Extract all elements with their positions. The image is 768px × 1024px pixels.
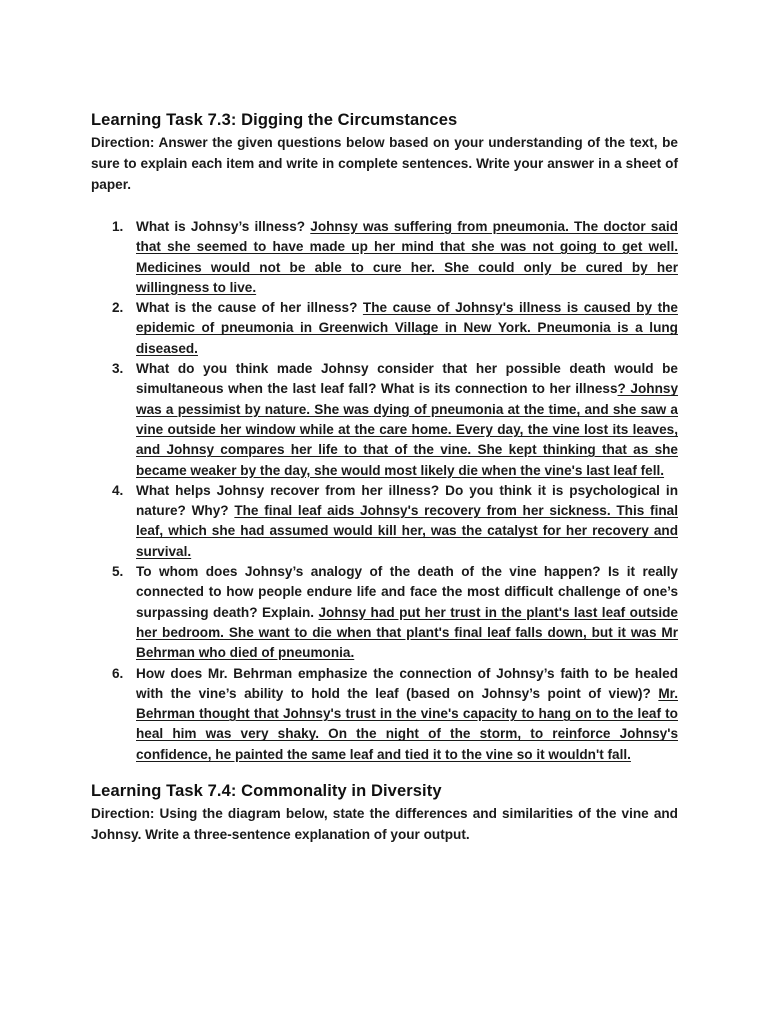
document-page [91, 108, 678, 845]
question-item-3 [91, 359, 678, 481]
question-item-2 [91, 298, 678, 359]
task-7-4-title: Learning Task 7.4: Commonality in Diversity [91, 782, 442, 801]
question-number: 6. [112, 665, 124, 681]
question-list [91, 217, 678, 765]
answer-text: Johnsy had put her trust in the plant's last leaf outside her bedroom. She want to die when that plant's final leaf falls down, but it was Mr Behrman who died of pneumonia. [136, 604, 678, 661]
question-text: What is the cause of her illness? [136, 300, 363, 316]
task-7-3-direction: Direction: Answer the given questions below based on your understanding of the text, be sure to explain each item and write in complete sentences. Write your answer in a sheet of paper. [91, 135, 678, 192]
question-text: What is Johnsy’s illness? [136, 219, 311, 234]
question-number: 5. [112, 564, 124, 580]
question-item-6 [91, 664, 678, 765]
question-item-1 [91, 217, 678, 298]
task-7-4-direction: Direction: Using the diagram below, state the differences and similarities of the vine and Johnsy. Write a three-sentence explanation of your output. [91, 806, 678, 843]
question-number: 2. [112, 300, 124, 316]
answer-text: The final leaf aids Johnsy's recovery from her sickness. This final leaf, which she had assumed would kill her, was the catalyst for her recovery and survival. [136, 503, 678, 559]
question-text: What helps Johnsy recover from her illness? Do you think it is psychological in nature? Why? [136, 482, 678, 519]
question-text: To whom does Johnsy’s analogy of the death of the vine happen? Is it really connected to how people endure life and face the most difficult challenge of one’s surpassing death? Explain. [136, 564, 678, 620]
question-number: 4. [112, 482, 124, 498]
answer-text: The cause of Johnsy's illness is caused by the epidemic of pneumonia in Greenwich Village in New York. Pneumonia is a lung diseased. [136, 300, 678, 356]
question-item-4 [91, 481, 678, 562]
question-text: How does Mr. Behrman emphasize the connection of Johnsy’s faith to be healed with the vine’s ability to hold the leaf (based on Johnsy’s point of view)? [136, 665, 678, 701]
answer-text: Johnsy was suffering from pneumonia. The doctor said that she seemed to have made up her mind that she was not going to get well. Medicines would not be able to cure her. She could only be cured by her willingness to live. [136, 219, 678, 295]
task-7-3-title: Learning Task 7.3: Digging the Circumstances [91, 111, 458, 129]
answer-text: Mr. Behrman thought that Johnsy's trust in the vine's capacity to hang on to the leaf to heal him was very shaky. On the night of the storm, to reinforce Johnsy's confidence, he painted the same leaf and tied it to the vine so it wouldn't fall. [136, 685, 678, 762]
question-number: 1. [112, 219, 124, 234]
question-item-5 [91, 562, 678, 663]
task-7-4-section [91, 779, 678, 845]
question-text: What do you think made Johnsy consider that her possible death would be simultaneous when the last leaf fall? What is its connection to her illness [136, 361, 678, 397]
question-number: 3. [112, 361, 124, 377]
answer-text: ? Johnsy was a pessimist by nature. She was dying of pneumonia at the time, and she saw a vine outside her window while at the care home. Every day, the vine lost its leaves, and Johnsy compares her life to that of the vine. She kept thinking that as she became weaker by the day, she would most likely die when the vine's last leaf fell. [136, 381, 679, 478]
